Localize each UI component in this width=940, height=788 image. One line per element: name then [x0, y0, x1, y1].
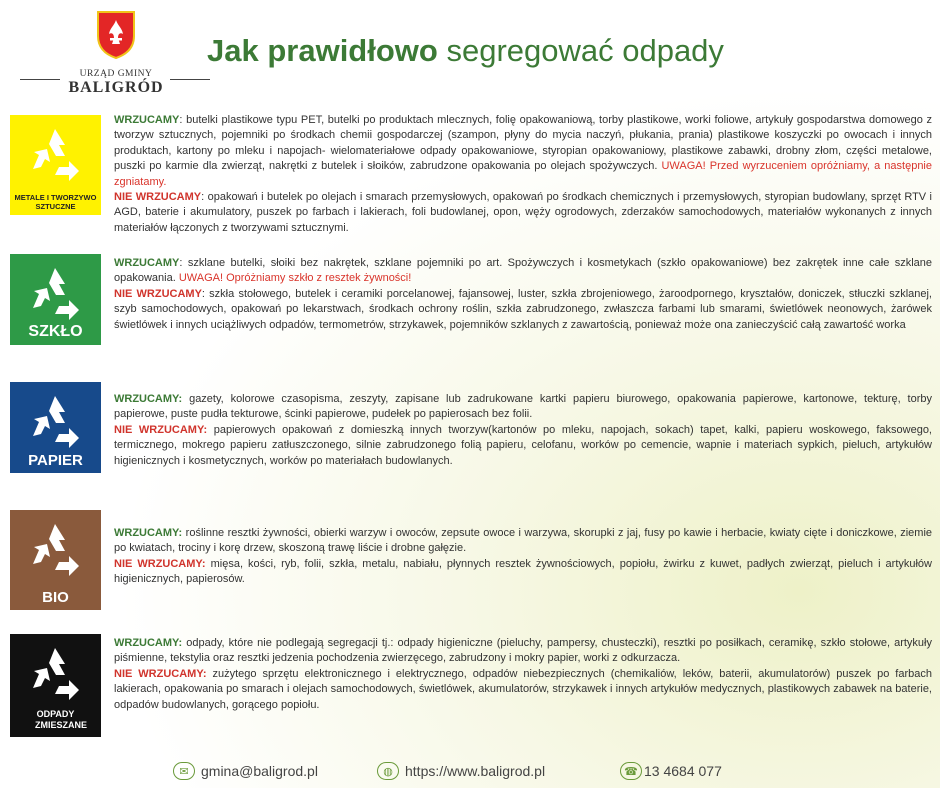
warning-text: UWAGA! Opróżniamy szkło z resztek żywności! [178, 272, 412, 285]
title-bold: Jak prawidłowo [207, 33, 438, 68]
recycle-icon [25, 520, 85, 580]
logo-divider-left [20, 79, 60, 80]
badge-glass [10, 254, 101, 345]
badge-metal-plastic [10, 115, 101, 215]
nie-wrzucamy-label: NIE WRZUCAMY: [114, 423, 208, 436]
nie-wrzucamy-label: NIE WRZUCAMY: [114, 667, 207, 680]
nie-wrzucamy-text: papierowych opakowań z domieszką innych tworzyw(kartonów po mleku, napojach, sokach) tapet, kalki, papieru woskowego, faksowego, termicznego, mokrego papieru zatłuszczonego, silnie zabrudzonego folią papieru, celofanu, worków po cemencie, wapnie i materiach sypkich, pieluch, artykułów higienicznych i kosmetycznych, worków po materiałach budowlanych. [114, 423, 932, 467]
website-text[interactable]: https://www.baligrod.pl [405, 763, 546, 779]
wrzucamy-text: gazety, kolorowe czasopisma, zeszyty, zapisane lub zadrukowane kartki papieru biurowego, opakowania papierowe, kartonowe, tekturę, torby papierowe, puste pudła tekturowe, ścinki papierowe, pudełek po papierosach bez folii. [114, 393, 932, 421]
nie-wrzucamy-text: : szkła stołowego, butelek i ceramiki porcelanowej, fajansowej, luster, szkła zbrojeniowego, żaroodpornego, kryształów, doniczek, stłuczki szklanej, szyb samochodowych, opakowań po lekarstwach, środkach ochrony roślin, szkła zabrudzonego, zwłaszcza farbami lub smarami, świetlówek neonowych, żarówek świetlówek i innych uciążliwych odpadów, termometrów, strzykawek, pojemników szklanych z zawartością, ponieważ może ona zanieczyścić całą zawartość worka [114, 287, 932, 331]
municipality-logo [62, 8, 170, 97]
footer-email[interactable] [173, 762, 318, 780]
nie-wrzucamy-label: NIE WRZUCAMY [114, 191, 202, 204]
wrzucamy-label: WRZUCAMY [114, 114, 180, 126]
recycle-icon [25, 392, 85, 452]
nie-wrzucamy-text: mięsa, kości, ryb, folii, szkła, metalu, nabiału, płynnych resztek żywnościowych, popiołu, żwirku z kuwet, padłych zwierząt, pieluch i artykułów higienicznych, papierosów. [114, 557, 932, 586]
org-name-small: URZĄD GMINY [79, 69, 153, 79]
recycle-icon [25, 264, 85, 324]
section-text [114, 113, 932, 236]
page-title [207, 33, 724, 69]
wrzucamy-text: odpady, które nie podlegają segregacji tj.: odpady higieniczne (pieluchy, pampersy, chusteczki), resztki po posiłkach, ceramikę, szkło stołowe, artykuły piśmienne, tekstylia oraz resztki jedzenia pochodzenia zwierzęcego, zabrudzony i mokry papier, worki z odkurzacza. [114, 637, 932, 665]
nie-wrzucamy-label: NIE WRZUCAMY: [114, 557, 206, 570]
section-text [114, 256, 932, 333]
coat-of-arms-icon [94, 8, 138, 60]
recycle-icon [25, 125, 85, 185]
badge-label: BIO [42, 589, 69, 606]
phone-text[interactable]: 13 4684 077 [644, 763, 722, 779]
recycle-icon [25, 644, 85, 704]
wrzucamy-label: WRZUCAMY: [114, 637, 183, 649]
org-name-big: BALIGRÓD [68, 79, 164, 96]
nie-wrzucamy-label: NIE WRZUCAMY [114, 287, 202, 300]
footer [0, 758, 940, 788]
badge-label: SZKŁO [28, 323, 83, 340]
badge-label: ODPADY ZMIESZANE [35, 709, 88, 730]
badge-label: METALE I TWORZYWO SZTUCZNE [14, 193, 97, 211]
badge-mixed-waste [10, 634, 101, 737]
title-rest: segregować odpady [437, 33, 724, 68]
wrzucamy-label: WRZUCAMY: [114, 393, 183, 405]
section-text [114, 636, 932, 713]
wrzucamy-text: roślinne resztki żywności, obierki warzyw i owoców, zepsute owoce i warzywa, skorupki z jaj, fusy po kawie i herbacie, kwiaty cięte i doniczkowe, ziemie po kwiatach, trociny i korę drzew, skoszoną trawę liście i drobne gałęzie. [114, 527, 932, 555]
section-text [114, 392, 932, 469]
nie-wrzucamy-text: : opakowań i butelek po olejach i smarach przemysłowych, opakowań po środkach chemicznych i przemysłowych, styropian budowlany, sprzęt RTV i AGD, baterie i akumulatory, puszek po farbach i lakierach, foli budowlanej, opon, węży ogrodowych, zderzaków samochodowych, materiałów wykonanych z innych materiałów łączonych z tworzywami sztucznymi. [114, 191, 933, 234]
wrzucamy-text: : szklane butelki, słoiki bez nakrętek, szklane pojemniki po art. Spożywczych i kosmetykach (szkło opakowaniowe) bez zakrętek inne całe szklane opakowania. [114, 257, 932, 285]
wrzucamy-label: WRZUCAMY: [114, 527, 183, 539]
badge-bio [10, 510, 101, 610]
nie-wrzucamy-text: zużytego sprzętu elektronicznego i elektrycznego, odpadów niebezpiecznych (chemikaliów, leków, baterii, akumulatorów) puszek po farbach lakierach, opakowania po smarach i olejach samochodowych, świetlówek, akumulatorów, strzykawek i innych artykułów medycznych, plastikowych zabawek na baterie, odpadów budowlanych, gorącego popiołu. [114, 667, 932, 711]
footer-website[interactable] [377, 762, 545, 780]
logo-divider-right [170, 79, 210, 80]
envelope-icon: ✉ [173, 762, 195, 780]
wrzucamy-label: WRZUCAMY [114, 257, 180, 269]
globe-icon: ◍ [377, 762, 399, 780]
badge-label: PAPIER [28, 452, 83, 469]
wrzucamy-text: : butelki plastikowe typu PET, butelki po produktach mlecznych, folię opakowaniową, torby plastikowe, worki foliowe, artykuły gospodarstwa domowego z tworzyw sztucznych, pojemniki po środkach chemii gospodarczej (szampon, płyny do mycia naczyń, płukania, prania) plastikowe koszyczki po owocach i innych produktach, kartony po mleku i napojach- wielomateriałowe odpady opakowaniowe, styropian opakowaniowy, plastikowe zabawki, drobny złom, części metalowe, puszki po karmie dla zwierząt, nakrętki z butelek i słoików, zabrudzone opakowania po olejach spożywczych. [114, 114, 932, 173]
email-text[interactable]: gmina@baligrod.pl [201, 763, 318, 779]
warning-text: UWAGA! Przed wyrzuceniem opróżniamy, a następnie zgniatamy. [114, 160, 932, 188]
phone-icon: ☎ [620, 762, 642, 780]
footer-phone[interactable] [620, 762, 722, 780]
badge-paper [10, 382, 101, 473]
section-text [114, 526, 932, 588]
